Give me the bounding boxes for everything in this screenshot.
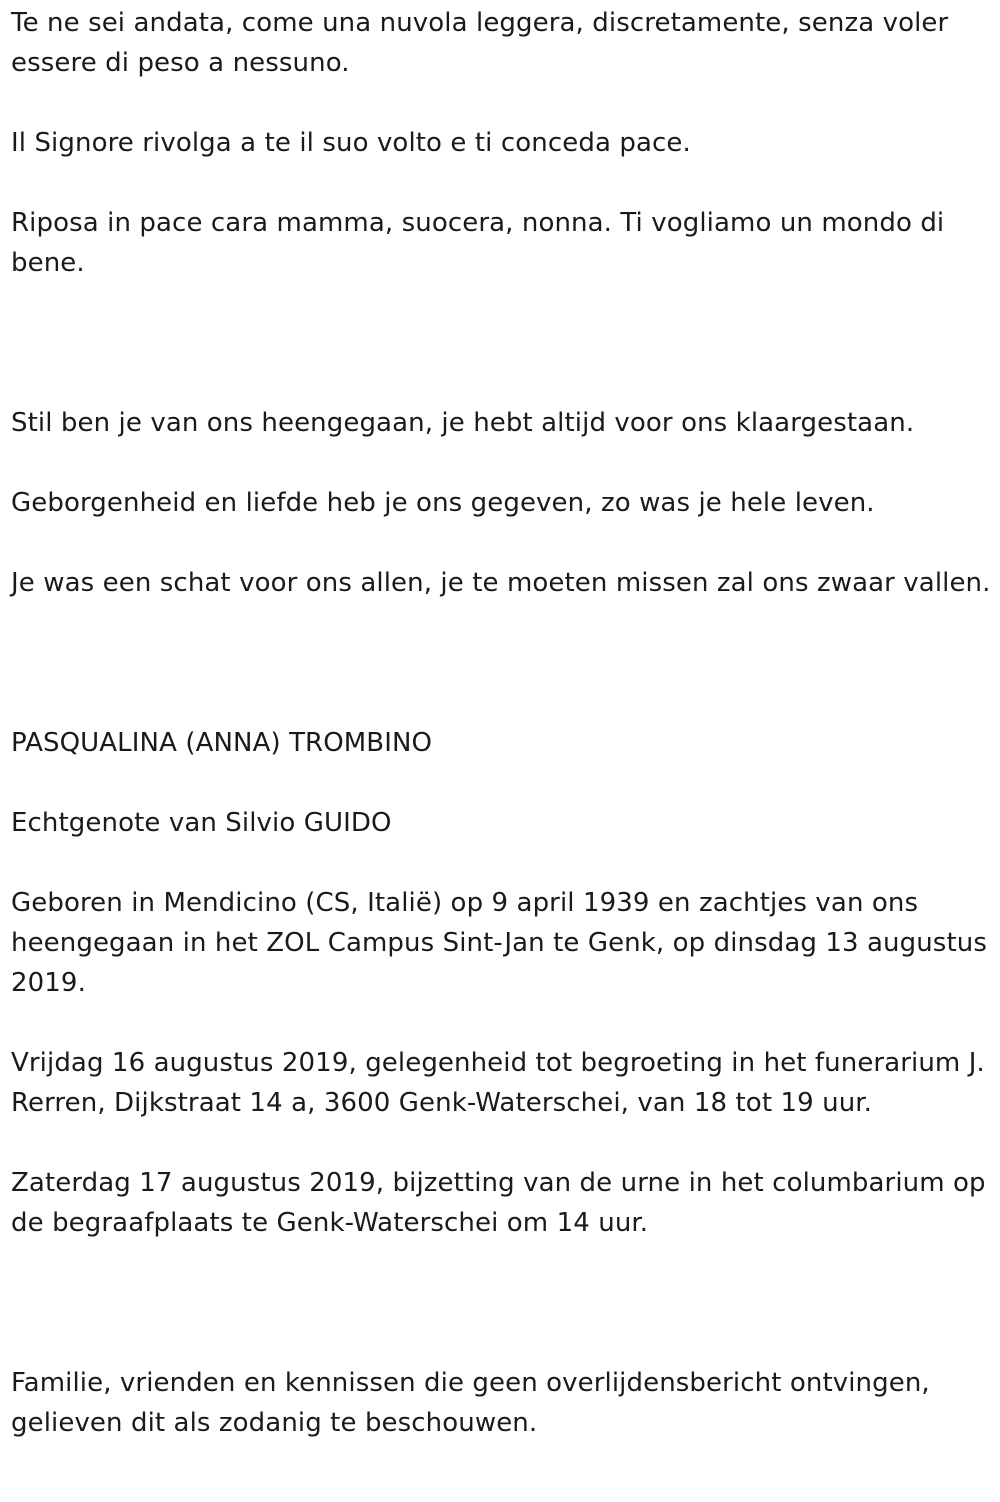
closing-notice: Familie, vrienden en kennissen die geen overlijdensbericht ontvingen, gelieven dit als zodanig te beschouwen. — [11, 1368, 930, 1438]
dutch-verse-3: Je was een schat voor ons allen, je te moeten missen zal ons zwaar vallen. — [11, 568, 991, 598]
italian-verse-2: Il Signore rivolga a te il suo volto e ti conceda pace. — [11, 128, 691, 158]
obituary-document — [11, 3, 991, 1443]
dutch-verse-2: Geborgenheid en liefde heb je ons gegeven, zo was je hele leven. — [11, 488, 875, 518]
deceased-name: PASQUALINA (ANNA) TROMBINO — [11, 728, 433, 758]
birth-death-paragraph: Geboren in Mendicino (CS, Italië) op 9 april 1939 en zachtjes van ons heengegaan in het ZOL Campus Sint-Jan te Genk, op dinsdag 13 augustus 2019. — [11, 888, 987, 998]
italian-verse-3: Riposa in pace cara mamma, suocera, nonna. Ti vogliamo un mondo di bene. — [11, 208, 945, 278]
spouse-line: Echtgenote van Silvio GUIDO — [11, 808, 392, 838]
burial-paragraph: Zaterdag 17 augustus 2019, bijzetting van de urne in het columbarium op de begraafplaats te Genk-Waterschei om 14 uur. — [11, 1168, 986, 1238]
dutch-verse-1: Stil ben je van ons heengegaan, je hebt altijd voor ons klaargestaan. — [11, 408, 915, 438]
italian-verse-1: Te ne sei andata, come una nuvola leggera, discretamente, senza voler essere di peso a nessuno. — [11, 8, 949, 78]
visitation-paragraph: Vrijdag 16 augustus 2019, gelegenheid tot begroeting in het funerarium J. Rerren, Dijkstraat 14 a, 3600 Genk-Waterschei, van 18 tot 19 uur. — [11, 1048, 985, 1118]
